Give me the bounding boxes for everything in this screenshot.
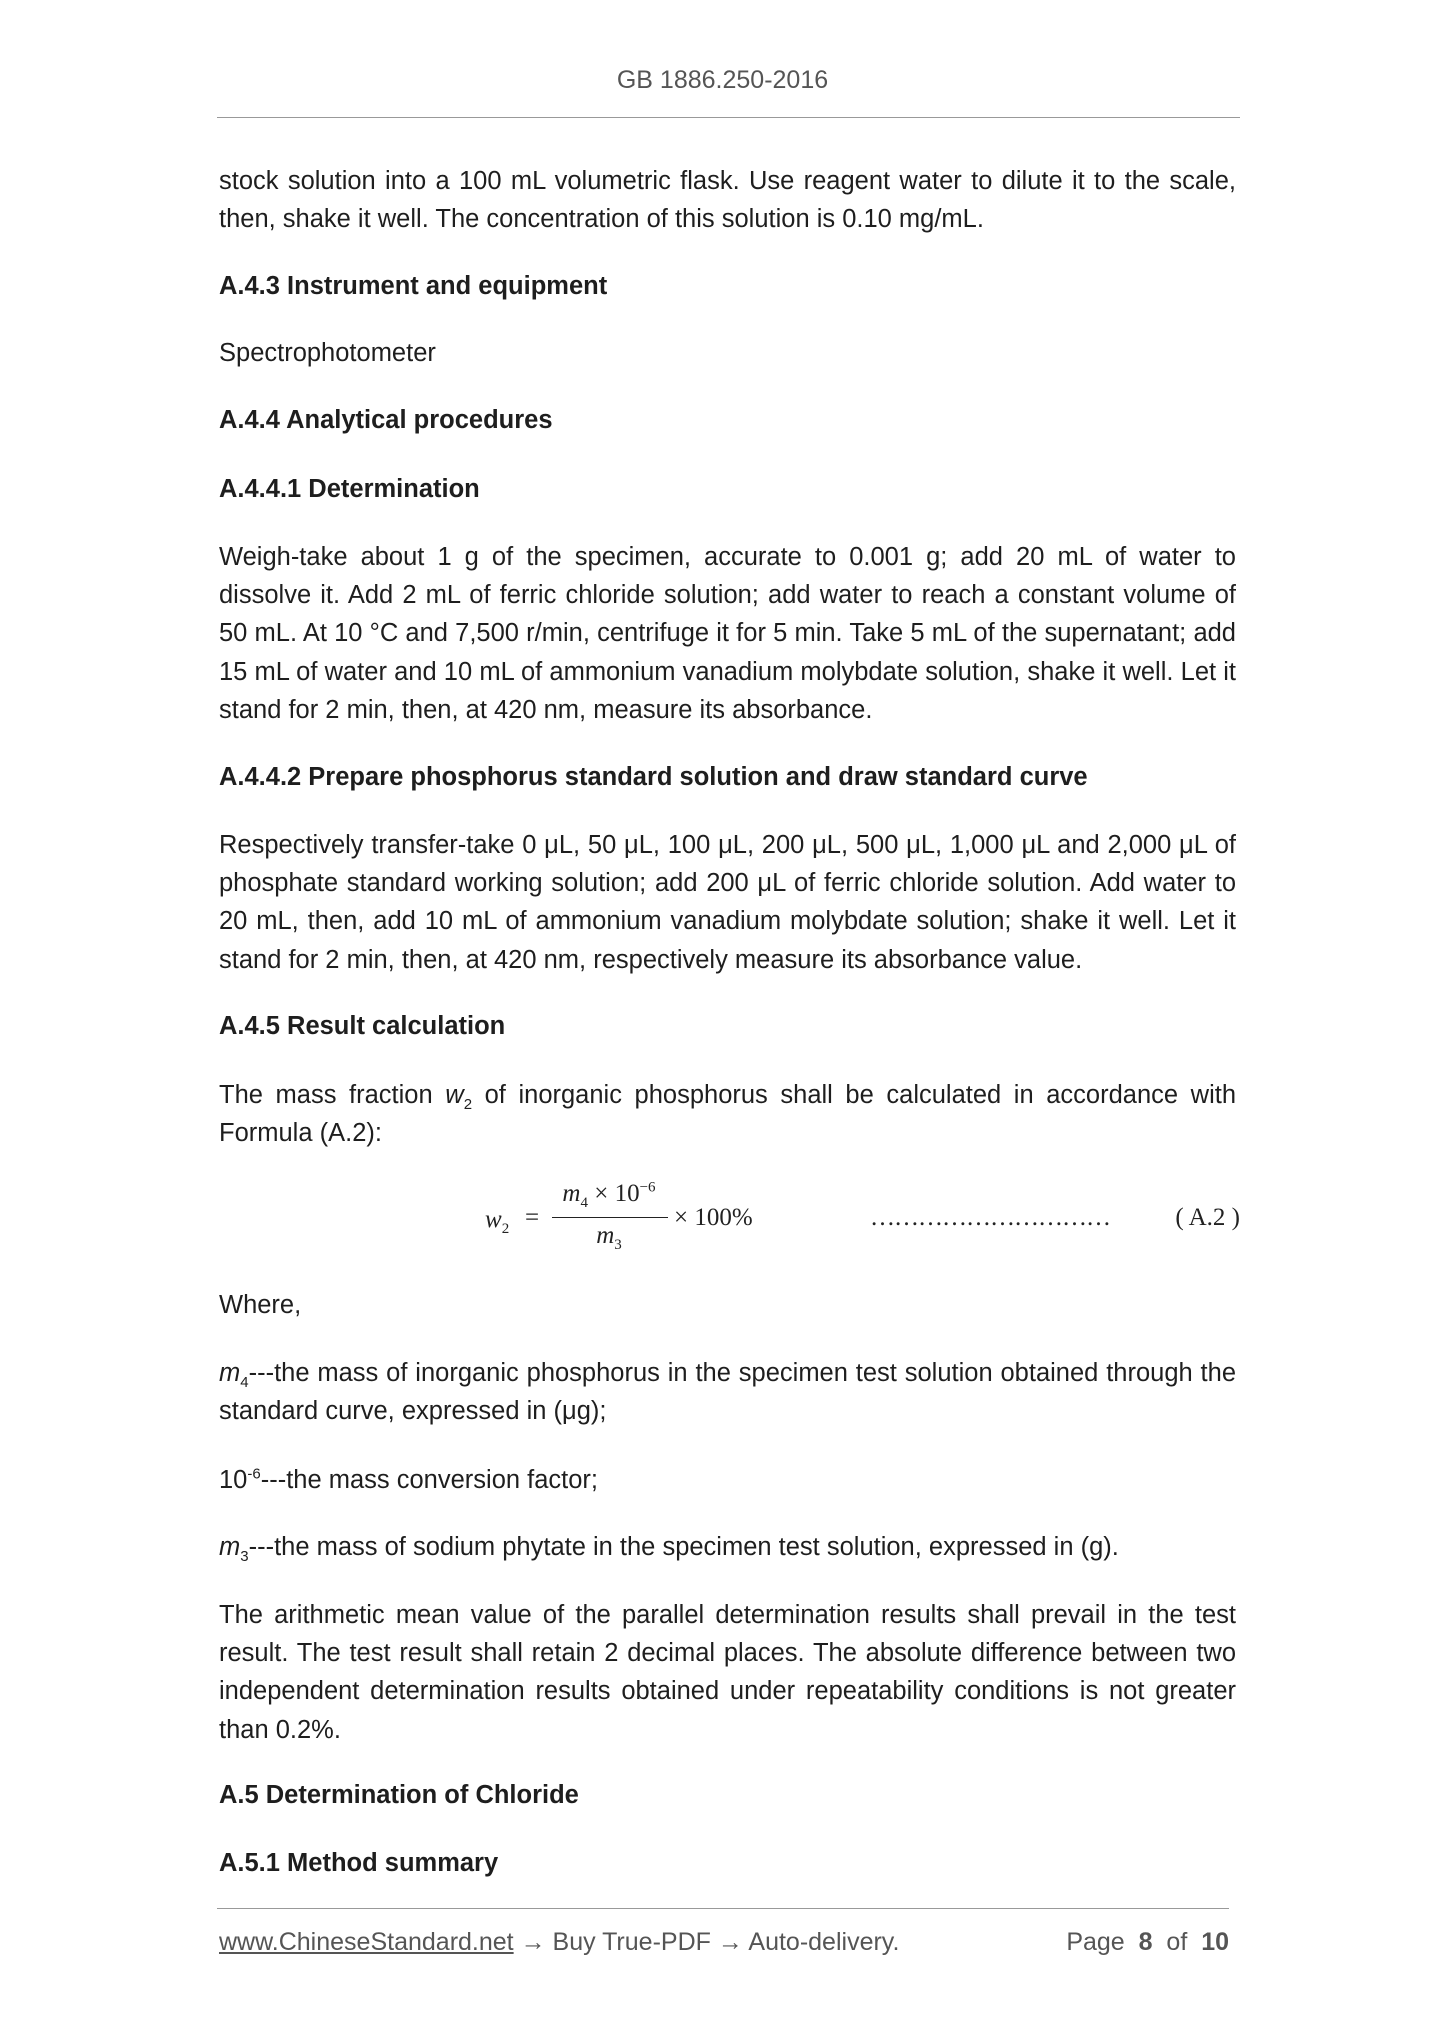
formula-leader-dots: ………………………… [870,1204,1110,1231]
footer-link[interactable]: www.ChineseStandard.net [219,1928,514,1956]
paragraph-determination: Weigh-take about 1 g of the specimen, accurate to 0.001 g; add 20 mL of water to dissolve it. Add 2 mL of ferric chloride solution; add water to reach a constant volume of 50 mL. At 10 °C and 7,500 r/min, centrifuge it for 5 min. Take 5 mL of the supernatant; add 15 mL of water and 10 mL of ammonium vanadium molybdate solution, shake it well. Let it stand for 2 min, then, at 420 nm, measure its absorbance. [219,543,1236,724]
variable: w [445,1081,464,1109]
heading-a51: A.5.1 Method summary [219,1849,499,1877]
paragraph-standard-curve: Respectively transfer-take 0 μL, 50 μL, 100 μL, 200 μL, 500 μL, 1,000 μL and 2,000 μL of phosphate standard working solution; add 200 μL of ferric chloride solution. Add water to 20 mL, then, add 10 mL of ammonium vanadium molybdate solution; shake it well. Let it stand for 2 min, then, at 420 nm, respectively measure its absorbance value. [219,831,1236,974]
subscript: 2 [463,1096,473,1114]
paragraph-mass-fraction [219,1076,1236,1152]
heading-a441: A.4.4.1 Determination [219,475,480,503]
paragraph-spectrophotometer: Spectrophotometer [219,339,436,367]
text: of inorganic phosphorus shall be calculated in accordance with Formula (A.2): [219,1081,1237,1148]
formula-denominator: $m_3$ [596,1222,622,1253]
footer-divider [217,1908,1229,1909]
formula-equals: = [525,1204,540,1231]
paragraph-stock-solution: stock solution into a 100 mL volumetric flask. Use reagent water to dilute it to the scale, then, shake it well. The concentration of this solution is 0.10 mg/mL. [219,167,1236,234]
heading-a44: A.4.4 Analytical procedures [219,406,553,434]
heading-a45: A.4.5 Result calculation [219,1012,506,1040]
formula-a2 [480,1180,1240,1260]
heading-a442: A.4.4.2 Prepare phosphorus standard solution and draw standard curve [219,763,1088,791]
formula-label: ( A.2 ) [1175,1204,1240,1231]
definition-m4: $m_4--$-the mass of inorganic phosphorus in the specimen test solution obtained through the standard curve, expressed in (μg); [219,1359,1236,1426]
definition-m3: $m_3--$-the mass of sodium phytate in the specimen test solution, expressed in (g). [219,1533,1119,1566]
footer-text: → Buy True-PDF → Auto-delivery. [513,1928,900,1956]
header-divider [217,117,1240,118]
fraction-bar [552,1217,668,1218]
heading-a43: A.4.3 Instrument and equipment [219,272,608,300]
definition-factor: $10^{-6}--$-the mass conversion factor; [219,1465,598,1494]
formula-lhs: $w_2$ [485,1206,510,1237]
formula-times-100: × 100% [674,1204,753,1231]
footer [219,1928,1229,1957]
text: The mass fraction [219,1081,446,1109]
paragraph-where: Where, [219,1291,302,1319]
paragraph-arithmetic-mean: The arithmetic mean value of the parallel determination results shall prevail in the test result. The test result shall retain 2 decimal places. The absolute difference between two independent determination results obtained under repeatability conditions is not greater than 0.2%. [219,1601,1236,1744]
formula-numerator: $m_4 \times 10^{-6}$ [562,1179,656,1211]
document-header: GB 1886.250-2016 [616,66,829,94]
page-number: Page 8 of 10 [1066,1928,1229,1956]
heading-a5: A.5 Determination of Chloride [219,1781,579,1809]
